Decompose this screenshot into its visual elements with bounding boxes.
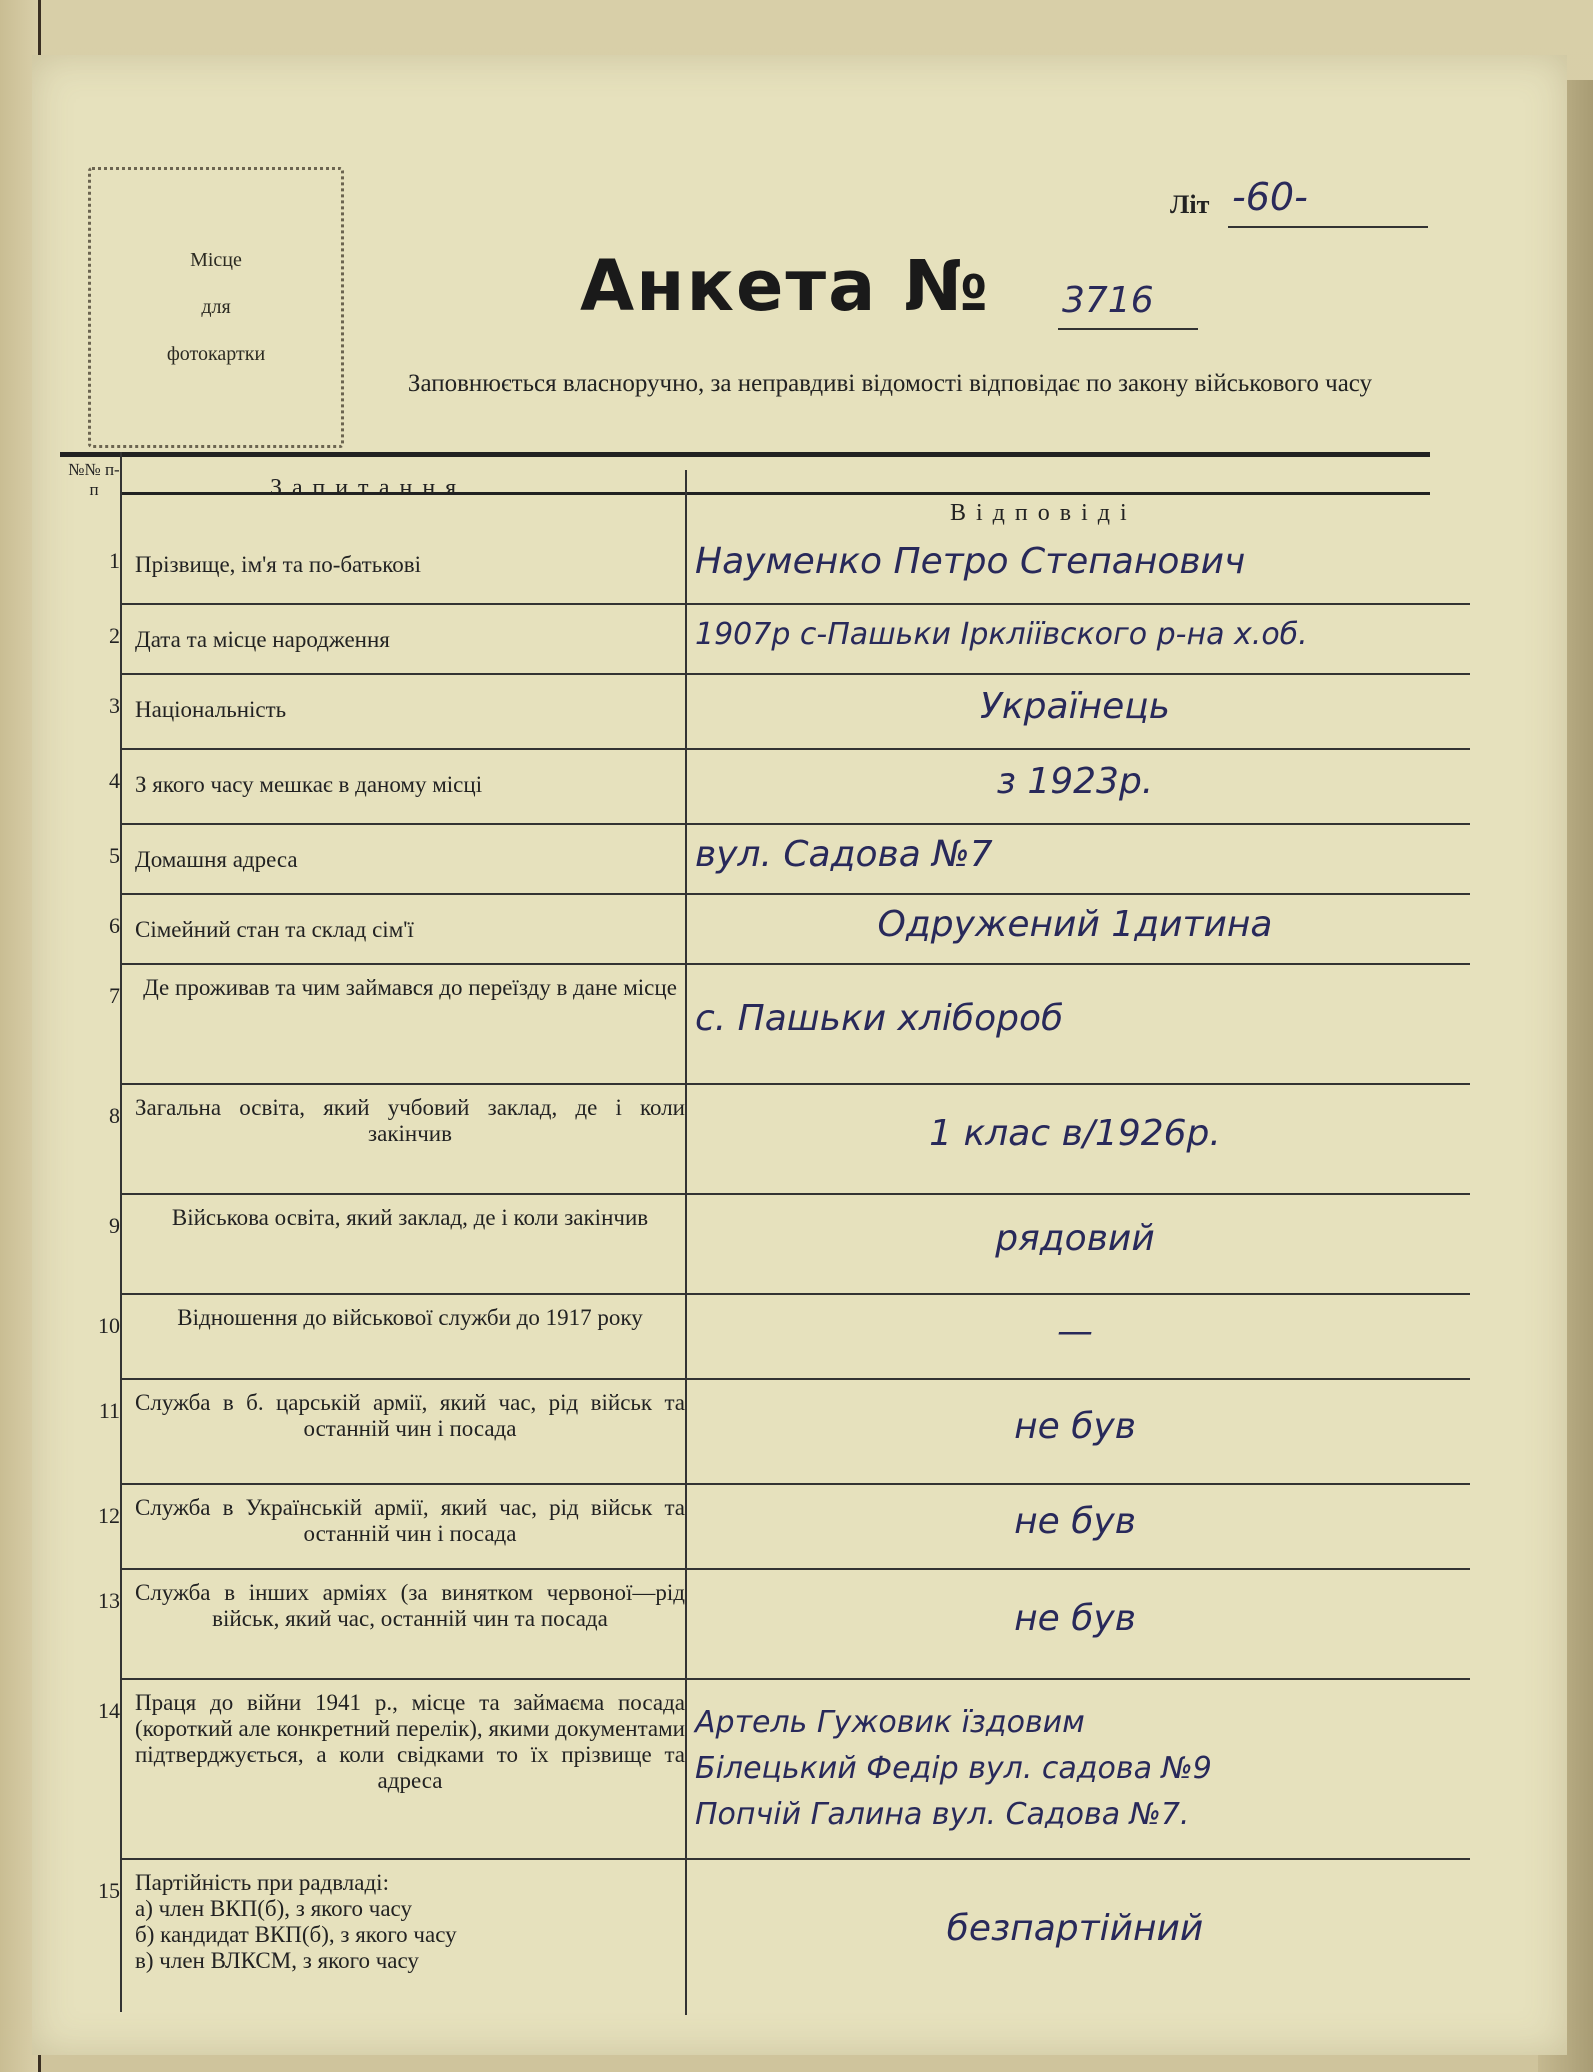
photo-label-1: Місце: [190, 249, 242, 271]
row-number: 10: [98, 1313, 120, 1338]
row-number: 6: [109, 913, 120, 938]
row-number: 11: [98, 1398, 120, 1423]
row-question: Служба в Українській армії, який час, рід військ та останній чин і посада: [135, 1495, 685, 1546]
header-rule-top: [60, 452, 1430, 457]
row-answer: безпартійний: [946, 1908, 1204, 1949]
row-number: 7: [109, 983, 120, 1008]
photo-placeholder: [88, 167, 344, 448]
row-number: 13: [98, 1588, 120, 1613]
num-header: №№ п-п: [68, 460, 120, 499]
table-row: [60, 965, 1430, 1085]
row-answer: Українець: [979, 685, 1170, 727]
row-number: 4: [109, 768, 120, 793]
table-row: [60, 1570, 1430, 1680]
row-number: 12: [98, 1503, 120, 1528]
row-number: 3: [109, 693, 120, 718]
table-row: [60, 1195, 1430, 1295]
row-number: 14: [98, 1698, 120, 1723]
row-question: Партійність при радвладі: а) член ВКП(б), з якого часу б) кандидат ВКП(б), з якого часу в) член ВЛКСМ, з якого часу: [135, 1870, 457, 1973]
row-answer: не був: [1014, 1405, 1136, 1447]
row-question: Дата та місце народження: [135, 627, 390, 652]
row-question: Прізвище, ім'я та по-батькові: [135, 552, 421, 577]
table-row: [60, 530, 1430, 605]
row-answer: не був: [1014, 1500, 1136, 1542]
row-number: 5: [109, 843, 120, 868]
row-answer: с. Пашьки хлібороб: [695, 998, 1064, 1039]
row-answer: рядовий: [995, 1218, 1155, 1259]
question-header: Запитання: [270, 475, 467, 501]
subtitle: Заповнюється власноручно, за неправдиві відомості відповідає по закону військового часу: [407, 370, 1373, 397]
row-question: Військова освіта, який заклад, де і коли закінчив: [171, 1205, 649, 1230]
table-row: [60, 825, 1430, 895]
row-question: Де проживав та чим займався до переїзду в дане місце: [143, 975, 677, 1000]
table-row: [60, 1295, 1430, 1380]
row-question: Праця до війни 1941 р., місце та займаєма посада (короткий але конкретний перелік), якими документами підтверджується, а коли свідками то їх прізвище та адреса: [135, 1690, 685, 1793]
row-question: Загальна освіта, який учбовий заклад, де і коли закінчив: [135, 1095, 685, 1146]
table-row: [60, 1085, 1430, 1195]
row-answer: Артель Гужовик їздовим Білецький Федір вул. садова №9 Попчій Галина вул. Садова №7.: [695, 1705, 1212, 1832]
row-number: 8: [109, 1103, 120, 1128]
table-row: [60, 675, 1430, 750]
table-row: [60, 750, 1430, 825]
row-answer: вул. Садова №7: [695, 834, 993, 875]
row-question: З якого часу мешкає в даному місці: [135, 772, 483, 797]
row-answer: Одружений 1дитина: [877, 904, 1273, 945]
row-answer: Науменко Петро Степанович: [695, 540, 1246, 582]
row-question: Служба в інших арміях (за винятком червоної—рід військ, який час, останній чин та посада: [135, 1580, 685, 1631]
page-title: Анкета №: [580, 245, 990, 327]
row-answer: з 1923р.: [996, 760, 1154, 802]
row-number: 15: [98, 1878, 120, 1903]
table-row: [60, 1860, 1430, 2010]
number-underline: [1058, 328, 1198, 330]
row-answer: 1907р с-Пашьки Іркліївского р-на х.об.: [695, 617, 1308, 652]
photo-label-2: для: [201, 296, 231, 318]
table-row: [60, 1380, 1430, 1485]
lit-value: -60-: [1232, 175, 1308, 219]
table-row: [60, 1680, 1430, 1860]
row-answer: —: [1057, 1310, 1093, 1352]
row-number: 1: [109, 548, 120, 573]
lit-underline: [1228, 226, 1428, 228]
row-question: Сімейний стан та склад сім'ї: [135, 917, 414, 942]
row-question: Відношення до військової служби до 1917 року: [177, 1305, 643, 1330]
lit-label: Літ: [1170, 190, 1210, 219]
questionnaire-number: 3716: [1062, 280, 1154, 321]
row-answer: 1 клас в/1926р.: [929, 1113, 1221, 1154]
row-number: 2: [109, 623, 120, 648]
table-row: [60, 605, 1430, 675]
row-answer: не був: [1014, 1598, 1136, 1639]
table-row: [60, 895, 1430, 965]
answer-header: Відповіді: [950, 500, 1137, 526]
table-row: [60, 1485, 1430, 1570]
row-question: Домашня адреса: [135, 847, 298, 872]
row-question: Служба в б. царській армії, який час, рід військ та останній чин і посада: [135, 1390, 685, 1441]
photo-label-3: фотокартки: [166, 343, 266, 365]
row-question: Національність: [135, 697, 287, 722]
row-number: 9: [109, 1213, 120, 1238]
